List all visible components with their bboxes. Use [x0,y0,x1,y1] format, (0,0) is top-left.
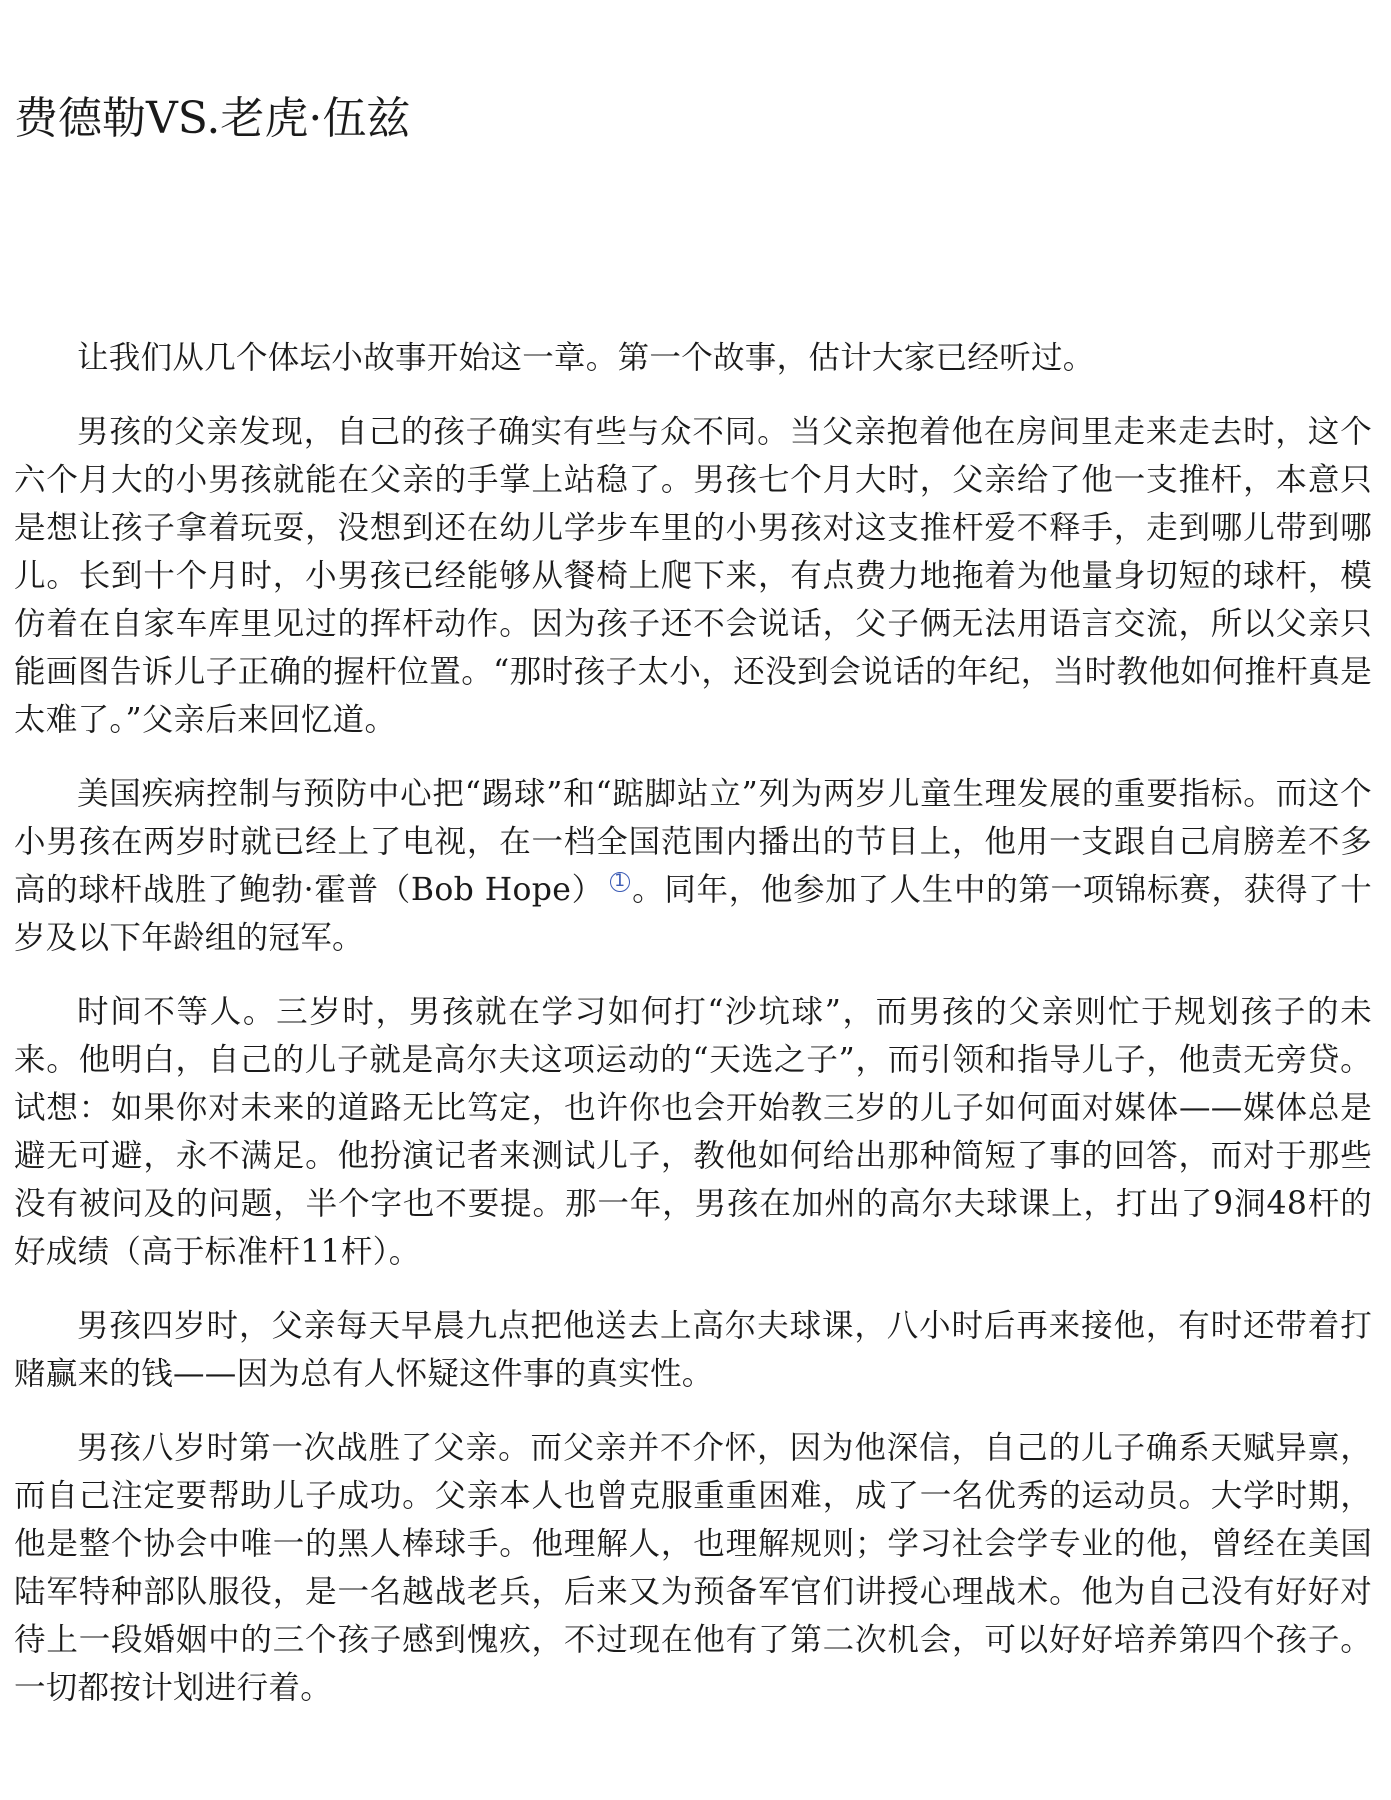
paragraph-3-text-after: 。同年，他参加了人生中的第一项锦标赛，获得了十岁及以下年龄组的冠军。 [14,872,1372,956]
chapter-body [14,334,1372,1738]
footnote-reference[interactable]: 1 [610,872,630,892]
paragraph-6: 男孩八岁时第一次战胜了父亲。而父亲并不介怀，因为他深信，自己的儿子确系天赋异禀，而自己注定要帮助儿子成功。父亲本人也曾克服重重困难，成了一名优秀的运动员。大学时期，他是整个协会中唯一的黑人棒球手。他理解人，也理解规则；学习社会学专业的他，曾经在美国陆军特种部队服役，是一名越战老兵，后来又为预备军官们讲授心理战术。他为自己没有好好对待上一段婚姻中的三个孩子感到愧疚，不过现在他有了第二次机会，可以好好培养第四个孩子。一切都按计划进行着。 [14,1430,1372,1706]
paragraph-4: 时间不等人。三岁时，男孩就在学习如何打“沙坑球”，而男孩的父亲则忙于规划孩子的未来。他明白，自己的儿子就是高尔夫这项运动的“天选之子”，而引领和指导儿子，他责无旁贷。试想：如果你对未来的道路无比笃定，也许你也会开始教三岁的儿子如何面对媒体——媒体总是避无可避，永不满足。他扮演记者来测试儿子，教他如何给出那种简短了事的回答，而对于那些没有被问及的问题，半个字也不要提。那一年，男孩在加州的高尔夫球课上，打出了9洞48杆的好成绩（高于标准杆11杆）。 [14,994,1372,1270]
paragraph-1: 让我们从几个体坛小故事开始这一章。第一个故事，估计大家已经听过。 [77,340,1095,376]
chapter-title: 费德勒VS.老虎·伍兹 [14,93,411,144]
paragraph-3 [14,770,1372,962]
paragraph-5: 男孩四岁时，父亲每天早晨九点把他送去上高尔夫球课，八小时后再来接他，有时还带着打赌赢来的钱——因为总有人怀疑这件事的真实性。 [14,1308,1372,1392]
paragraph-3-text-before: 美国疾病控制与预防中心把“踢球”和“踮脚站立”列为两岁儿童生理发展的重要指标。而这个小男孩在两岁时就已经上了电视，在一档全国范围内播出的节目上，他用一支跟自己肩膀差不多高的球杆战胜了鲍勃·霍普（Bob Hope） [14,776,1372,908]
paragraph-2: 男孩的父亲发现，自己的孩子确实有些与众不同。当父亲抱着他在房间里走来走去时，这个六个月大的小男孩就能在父亲的手掌上站稳了。男孩七个月大时，父亲给了他一支推杆，本意只是想让孩子拿着玩耍，没想到还在幼儿学步车里的小男孩对这支推杆爱不释手，走到哪儿带到哪儿。长到十个月时，小男孩已经能够从餐椅上爬下来，有点费力地拖着为他量身切短的球杆，模仿着在自家车库里见过的挥杆动作。因为孩子还不会说话，父子俩无法用语言交流，所以父亲只能画图告诉儿子正确的握杆位置。“那时孩子太小，还没到会说话的年纪，当时教他如何推杆真是太难了。”父亲后来回忆道。 [14,414,1372,738]
